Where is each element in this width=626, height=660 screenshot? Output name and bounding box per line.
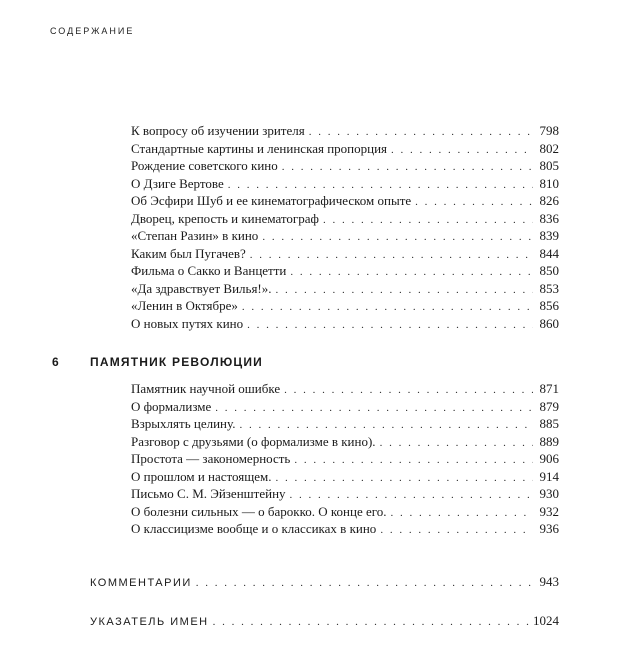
toc-entry[interactable] — [131, 122, 559, 140]
entry-page: 914 — [539, 468, 559, 484]
leader-dots — [242, 299, 533, 317]
entry-page: 810 — [539, 175, 559, 191]
entry-title: Фильма о Сакко и Ванцетти — [131, 263, 287, 278]
toc-entry[interactable] — [131, 433, 559, 451]
toc-entry[interactable] — [131, 280, 559, 298]
entry-title: Разговор с друзьями (о формализме в кино). — [131, 433, 376, 449]
leader-dots — [391, 505, 534, 523]
toc-entry[interactable] — [131, 415, 559, 433]
entry-title: КОММЕНТАРИИ — [90, 577, 192, 589]
toc-entry[interactable] — [131, 398, 559, 416]
entry-page: 943 — [539, 574, 559, 589]
entry-title: «Ленин в Октябре» — [131, 298, 238, 313]
toc-entry[interactable] — [131, 175, 559, 193]
toc-entry[interactable] — [131, 210, 559, 228]
entry-title: Рождение советского кино — [131, 158, 278, 173]
section-number: 6 — [52, 355, 59, 369]
leader-dots — [262, 229, 533, 247]
toc-entry[interactable] — [131, 262, 559, 280]
leader-dots — [213, 613, 529, 631]
entry-page: 856 — [539, 298, 559, 313]
entry-title: О классицизме вообще и о классиках в кино — [131, 521, 377, 536]
leader-dots — [290, 264, 533, 282]
entry-title: О болезни сильных — о барокко. О конце его. — [131, 503, 387, 519]
entry-title: Простота — закономерность — [131, 451, 291, 466]
toc-entry[interactable] — [131, 192, 559, 210]
entry-page: 936 — [539, 521, 559, 536]
entry-page: 853 — [539, 280, 559, 296]
toc-entry[interactable] — [131, 227, 559, 245]
entry-title: О новых путях кино — [131, 315, 244, 331]
toc-entry[interactable] — [131, 380, 559, 398]
entry-page: 844 — [539, 245, 559, 261]
entry-page: 805 — [539, 158, 559, 173]
leader-dots — [250, 247, 533, 265]
entry-title: УКАЗАТЕЛЬ ИМЕН — [90, 616, 209, 628]
entry-page: 802 — [539, 140, 559, 156]
toc-entry[interactable] — [131, 297, 559, 315]
leader-dots — [294, 452, 533, 470]
toc-entry[interactable] — [131, 520, 559, 538]
entry-page: 798 — [539, 123, 559, 138]
entry-title: Письмо С. М. Эйзенштейну — [131, 486, 286, 501]
leader-dots — [196, 574, 536, 592]
entry-page: 906 — [539, 451, 559, 466]
toc-entry[interactable] — [131, 315, 559, 333]
entry-title: «Да здравствует Вилья!». — [131, 280, 272, 296]
leader-dots — [276, 282, 533, 300]
entry-title: Дворец, крепость и кинематограф — [131, 210, 319, 226]
leader-dots — [247, 317, 533, 335]
entry-page: 839 — [539, 228, 559, 243]
entry-page: 932 — [539, 503, 559, 519]
entry-page: 871 — [539, 381, 559, 396]
leader-dots — [415, 194, 533, 212]
leader-dots — [380, 522, 533, 540]
toc-entry[interactable] — [131, 503, 559, 521]
entry-title: О прошлом и настоящем. — [131, 468, 272, 484]
leader-dots — [276, 470, 533, 488]
entry-title: Стандартные картины и ленинская пропорция — [131, 140, 388, 156]
entry-page: 930 — [539, 486, 559, 501]
entry-page: 850 — [539, 263, 559, 278]
entry-title: Памятник научной ошибке — [131, 381, 281, 396]
leader-dots — [284, 382, 533, 400]
toc-entry[interactable] — [131, 468, 559, 486]
toc-group-1 — [131, 122, 559, 332]
leader-dots — [380, 435, 533, 453]
toc-entry[interactable] — [131, 157, 559, 175]
entry-title: Каким был Пугачев? — [131, 245, 246, 261]
entry-page: 1024 — [533, 613, 559, 628]
toc-entry[interactable] — [131, 450, 559, 468]
entry-title: К вопросу об изучении зрителя — [131, 123, 305, 138]
leader-dots — [282, 159, 533, 177]
entry-page: 826 — [539, 193, 559, 208]
entry-title: О Дзиге Вертове — [131, 175, 224, 191]
entry-title: Об Эсфири Шуб и ее кинематографическом опыте — [131, 193, 412, 208]
toc-section-6 — [131, 380, 559, 538]
toc-entry[interactable] — [131, 485, 559, 503]
entry-title: «Степан Разин» в кино — [131, 228, 259, 243]
toc-entry[interactable] — [131, 140, 559, 158]
entry-title: О формализме — [131, 398, 212, 414]
entry-page: 889 — [539, 433, 559, 449]
running-head: СОДЕРЖАНИЕ — [50, 26, 135, 36]
entry-page: 860 — [539, 315, 559, 331]
toc-entry[interactable] — [131, 245, 559, 263]
toc-entry-name-index[interactable] — [90, 612, 559, 630]
entry-page: 885 — [539, 416, 559, 431]
entry-title: Взрыхлять целину. — [131, 416, 236, 431]
toc-entry-comments[interactable] — [90, 573, 559, 591]
section-title[interactable]: ПАМЯТНИК РЕВОЛЮЦИИ — [90, 355, 264, 369]
entry-page: 879 — [539, 398, 559, 414]
leader-dots — [215, 400, 533, 418]
leader-dots — [323, 212, 533, 230]
leader-dots — [391, 142, 533, 160]
entry-page: 836 — [539, 210, 559, 226]
